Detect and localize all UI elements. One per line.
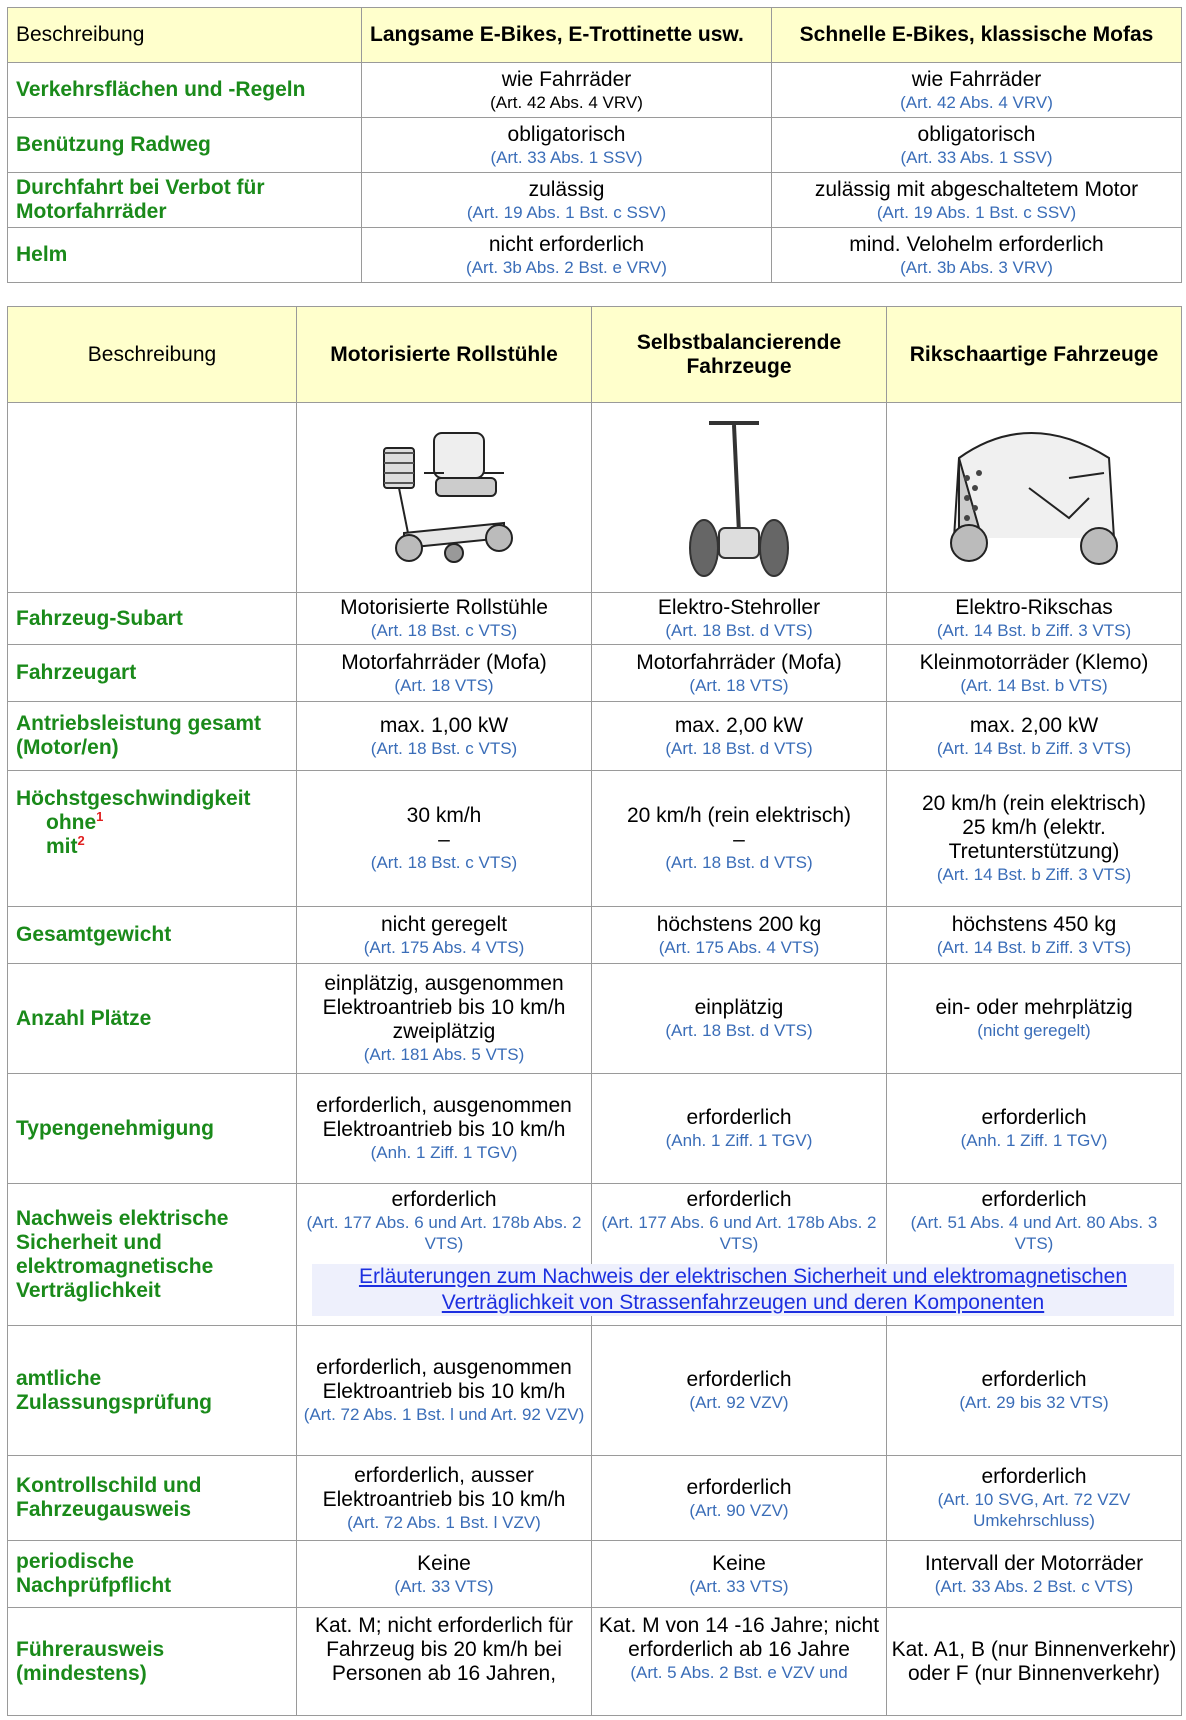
special-vehicles-comparison-table: [7, 306, 1182, 1716]
header-rikscha: Rikschaartige Fahrzeuge: [887, 307, 1182, 403]
header-beschreibung: Beschreibung: [8, 8, 362, 63]
cell: erforderlich (Anh. 1 Ziff. 1 TGV): [887, 1074, 1182, 1184]
cell: Intervall der Motorräder (Art. 33 Abs. 2 Bst. c VTS): [887, 1541, 1182, 1608]
table-row: [8, 118, 1182, 173]
cell: zulässig (Art. 19 Abs. 1 Bst. c SSV): [362, 173, 772, 228]
cell: einplätzig, ausgenommen Elektroantrieb bis 10 km/h zweiplätzig (Art. 181 Abs. 5 VTS): [297, 964, 592, 1074]
cell: erforderlich, ausgenommen Elektroantrieb bis 10 km/h (Anh. 1 Ziff. 1 TGV): [297, 1074, 592, 1184]
header-selbstbalancierende: Selbstbalancierende Fahrzeuge: [592, 307, 887, 403]
cell: höchstens 200 kg (Art. 175 Abs. 4 VTS): [592, 907, 887, 964]
cell: erforderlich (Art. 51 Abs. 4 und Art. 80 Abs. 3 VTS): [887, 1184, 1182, 1326]
table-row: [8, 907, 1182, 964]
cell: Kat. A1, B (nur Binnenverkehr) oder F (nur Binnenverkehr): [887, 1608, 1182, 1716]
image-row: [8, 403, 1182, 593]
row-label: Durchfahrt bei Verbot für Motorfahrräder: [8, 173, 362, 228]
mobility-scooter-image: [297, 403, 592, 593]
segway-image: [592, 403, 887, 593]
row-label: Benützung Radweg: [8, 118, 362, 173]
cell: wie Fahrräder (Art. 42 Abs. 4 VRV): [772, 63, 1182, 118]
cell: Motorisierte Rollstühle (Art. 18 Bst. c VTS): [297, 593, 592, 645]
cell: Elektro-Rikschas (Art. 14 Bst. b Ziff. 3 VTS): [887, 593, 1182, 645]
table-row: [8, 1541, 1182, 1608]
cell: erforderlich (Art. 29 bis 32 VTS): [887, 1326, 1182, 1456]
table-row: [8, 1456, 1182, 1541]
table-row: [8, 964, 1182, 1074]
cell: max. 2,00 kW (Art. 18 Bst. d VTS): [592, 702, 887, 771]
cell: nicht erforderlich (Art. 3b Abs. 2 Bst. e VRV): [362, 228, 772, 283]
table-row: [8, 63, 1182, 118]
row-label: Führerausweis (mindestens): [8, 1608, 297, 1716]
cell: ein- oder mehrplätzig (nicht geregelt): [887, 964, 1182, 1074]
table-row: [8, 228, 1182, 283]
electrical-safety-explanation-link[interactable]: Erläuterungen zum Nachweis der elektrischen Sicherheit und elektromagnetischen Verträglichkeit von Strassenfahrzeugen und deren Komponenten: [312, 1264, 1174, 1316]
header-rollstuehle: Motorisierte Rollstühle: [297, 307, 592, 403]
cell: Motorfahrräder (Mofa) (Art. 18 VTS): [297, 645, 592, 702]
cell: max. 2,00 kW (Art. 14 Bst. b Ziff. 3 VTS): [887, 702, 1182, 771]
table-row: [8, 593, 1182, 645]
cell: Elektro-Stehroller (Art. 18 Bst. d VTS): [592, 593, 887, 645]
cell: wie Fahrräder (Art. 42 Abs. 4 VRV): [362, 63, 772, 118]
row-label: Verkehrsflächen und -Regeln: [8, 63, 362, 118]
table-row: [8, 1326, 1182, 1456]
row-label: Fahrzeug-Subart: [8, 593, 297, 645]
row-label: Antriebsleistung gesamt (Motor/en): [8, 702, 297, 771]
row-label: Fahrzeugart: [8, 645, 297, 702]
row-label: Gesamtgewicht: [8, 907, 297, 964]
cell: erforderlich (Art. 92 VZV): [592, 1326, 887, 1456]
header-langsame-e-bikes: Langsame E-Bikes, E-Trottinette usw.: [362, 8, 772, 63]
cell: erforderlich (Art. 177 Abs. 6 und Art. 178b Abs. 2 VTS): [297, 1184, 592, 1326]
cell: obligatorisch (Art. 33 Abs. 1 SSV): [362, 118, 772, 173]
row-label: amtliche Zulassungsprüfung: [8, 1326, 297, 1456]
cell: Keine (Art. 33 VTS): [297, 1541, 592, 1608]
row-label: Helm: [8, 228, 362, 283]
e-rickshaw-image: [887, 403, 1182, 593]
row-label: Höchstgeschwindigkeit ohne$^1$ mit$^2$: [8, 771, 297, 907]
row-label: Anzahl Plätze: [8, 964, 297, 1074]
row-label: Kontrollschild und Fahrzeugausweis: [8, 1456, 297, 1541]
cell: zulässig mit abgeschaltetem Motor (Art. 19 Abs. 1 Bst. c SSV): [772, 173, 1182, 228]
cell: 20 km/h (rein elektrisch) – (Art. 18 Bst. d VTS): [592, 771, 887, 907]
cell: Motorfahrräder (Mofa) (Art. 18 VTS): [592, 645, 887, 702]
table-row: [8, 702, 1182, 771]
cell: erforderlich (Art. 10 SVG, Art. 72 VZV Umkehrschluss): [887, 1456, 1182, 1541]
empty-cell: [8, 403, 297, 593]
cell: max. 1,00 kW (Art. 18 Bst. c VTS): [297, 702, 592, 771]
cell: obligatorisch (Art. 33 Abs. 1 SSV): [772, 118, 1182, 173]
cell: 30 km/h – (Art. 18 Bst. c VTS): [297, 771, 592, 907]
cell: einplätzig (Art. 18 Bst. d VTS): [592, 964, 887, 1074]
table-row: [8, 645, 1182, 702]
header-schnelle-e-bikes: Schnelle E-Bikes, klassische Mofas: [772, 8, 1182, 63]
table-row: [8, 1074, 1182, 1184]
cell: Keine (Art. 33 VTS): [592, 1541, 887, 1608]
cell: erforderlich (Anh. 1 Ziff. 1 TGV): [592, 1074, 887, 1184]
cell: Kat. M von 14 -16 Jahre; nicht erforderlich ab 16 Jahre (Art. 5 Abs. 2 Bst. e VZV und: [592, 1608, 887, 1716]
table-row: [8, 173, 1182, 228]
header-beschreibung: Beschreibung: [8, 307, 297, 403]
cell: erforderlich (Art. 90 VZV): [592, 1456, 887, 1541]
row-label: Nachweis elektrische Sicherheit und elektromagnetische Verträglichkeit: [8, 1184, 297, 1326]
cell: nicht geregelt (Art. 175 Abs. 4 VTS): [297, 907, 592, 964]
cell: 20 km/h (rein elektrisch) 25 km/h (elektr. Tretunterstützung) (Art. 14 Bst. b Ziff. 3 VTS): [887, 771, 1182, 907]
cell: mind. Velohelm erforderlich (Art. 3b Abs. 3 VRV): [772, 228, 1182, 283]
cell: erforderlich, ausser Elektroantrieb bis 10 km/h (Art. 72 Abs. 1 Bst. l VZV): [297, 1456, 592, 1541]
cell: Kleinmotorräder (Klemo) (Art. 14 Bst. b VTS): [887, 645, 1182, 702]
e-bike-comparison-table: [7, 7, 1182, 283]
cell: Kat. M; nicht erforderlich für Fahrzeug bis 20 km/h bei Personen ab 16 Jahren,: [297, 1608, 592, 1716]
cell: höchstens 450 kg (Art. 14 Bst. b Ziff. 3 VTS): [887, 907, 1182, 964]
row-label: Typengenehmigung: [8, 1074, 297, 1184]
table-row: [8, 1608, 1182, 1716]
table-row: [8, 771, 1182, 907]
cell: erforderlich, ausgenommen Elektroantrieb bis 10 km/h (Art. 72 Abs. 1 Bst. l und Art. 92 VZV): [297, 1326, 592, 1456]
cell: erforderlich (Art. 177 Abs. 6 und Art. 178b Abs. 2 VTS): [592, 1184, 887, 1326]
row-label: periodische Nachprüfpflicht: [8, 1541, 297, 1608]
